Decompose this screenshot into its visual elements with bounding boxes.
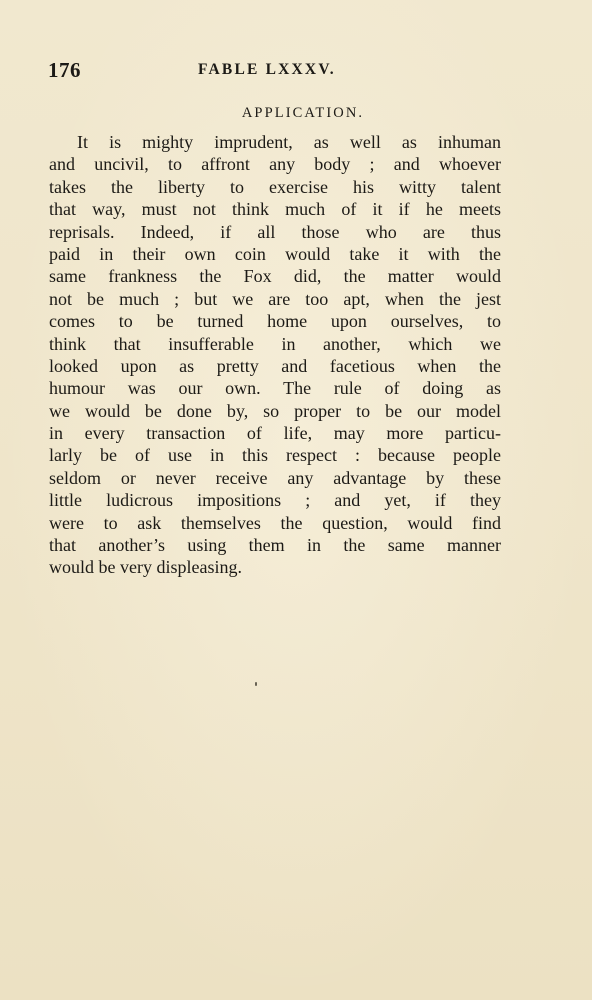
text-line: we would be done by, so proper to be our model (49, 400, 501, 421)
text-line: reprisals. Indeed, if all those who are thus (49, 221, 501, 242)
text-line: not be much ; but we are too apt, when the jest (49, 288, 501, 309)
application-paragraph (49, 131, 501, 579)
text-line: think that insufferable in another, which we (49, 333, 501, 354)
text-line: larly be of use in this respect : because people (49, 445, 501, 466)
text-line: paid in their own coin would take it with the (49, 243, 501, 264)
text-line: seldom or never receive any advantage by these (49, 467, 501, 488)
text-line: little ludicrous impositions ; and yet, if they (49, 490, 501, 511)
running-head: FABLE LXXXV. (198, 61, 336, 78)
text-line: that way, must not think much of it if he meets (49, 199, 501, 220)
ink-speck (255, 682, 257, 686)
text-line: in every transaction of life, may more particu- (49, 423, 501, 444)
text-line: were to ask themselves the question, would find (49, 512, 501, 533)
text-line: same frankness the Fox did, the matter would (49, 266, 501, 287)
text-line: comes to be turned home upon ourselves, to (49, 311, 501, 332)
section-heading: APPLICATION. (241, 105, 365, 121)
text-line: would be very displeasing. (49, 557, 242, 578)
text-line: and uncivil, to affront any body ; and whoever (49, 154, 501, 175)
text-line: looked upon as pretty and facetious when the (49, 355, 501, 376)
text-line: It is mighty imprudent, as well as inhuman (77, 132, 501, 152)
page-header (48, 58, 500, 88)
text-line: humour was our own. The rule of doing as (49, 378, 501, 399)
page-number: 176 (48, 58, 81, 82)
text-line: that another’s using them in the same manner (49, 535, 501, 556)
text-line: takes the liberty to exercise his witty talent (49, 176, 501, 197)
